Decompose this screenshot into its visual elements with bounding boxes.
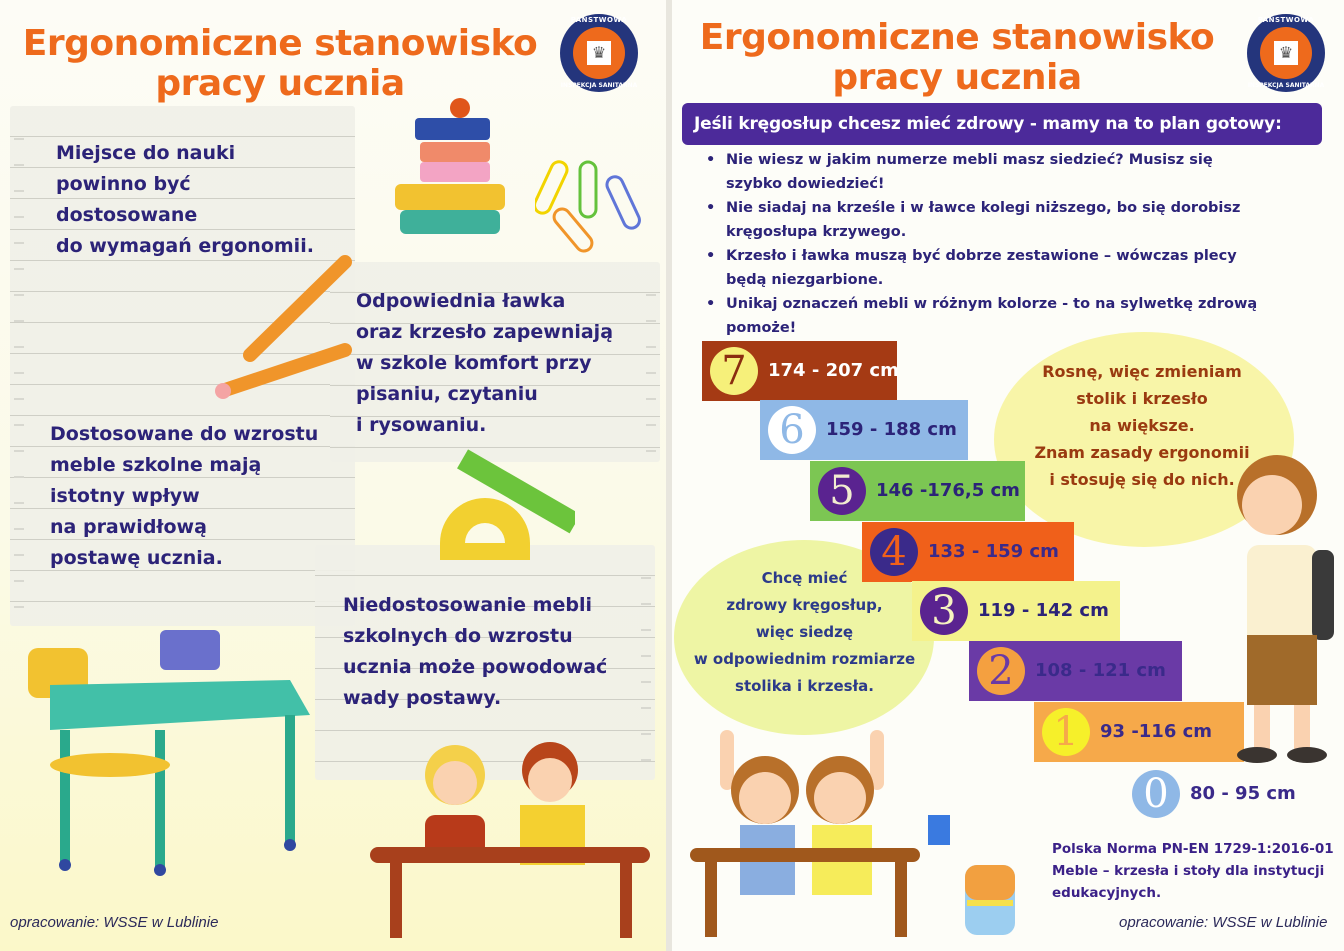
size-step-2 — [969, 641, 1182, 701]
size-number-badge: 6 — [768, 406, 816, 454]
left-page — [0, 0, 666, 951]
size-number-badge: 2 — [977, 647, 1025, 695]
eagle-emblem-icon: ♛ — [1278, 43, 1294, 62]
tip-item: • Nie wiesz w jakim numerze mebli masz siedzieć? Musisz się szybko dowiedzieć! — [704, 148, 1324, 196]
eagle-emblem-icon: ♛ — [591, 43, 607, 62]
size-number-badge: 5 — [818, 467, 866, 515]
badge-bottom-text: INSPEKCJA SANITARNA — [1247, 82, 1325, 89]
paper-clips-icon — [535, 150, 650, 260]
left-credit: opracowanie: WSSE w Lublinie — [10, 914, 219, 931]
norm-reference: Polska Norma PN-EN 1729-1:2016-01 Meble – krzesła i stoły dla instytucji edukacyjnych. — [1052, 841, 1334, 901]
size-step-5 — [810, 461, 1025, 521]
size-step-7 — [702, 341, 897, 401]
bullet-icon: • — [706, 296, 716, 312]
tip-item: • Nie siadaj na krześle i w ławce kolegi niższego, bo się dorobisz kręgosłupa krzywego. — [704, 196, 1324, 244]
note-posture-defects: Niedostosowanie mebli szkolnych do wzrostu ucznia może powodować wady postawy. — [343, 594, 608, 709]
note-height-adjusted: Dostosowane do wzrostu meble szkolne mają istotny wpływ na prawidłową postawę ucznia. — [50, 423, 319, 569]
size-step-4 — [862, 522, 1074, 582]
height-range: 119 - 142 cm — [978, 600, 1109, 621]
height-range: 93 -116 cm — [1100, 721, 1213, 742]
standing-boy-icon — [1202, 450, 1344, 770]
tips-list — [704, 148, 1324, 340]
ruler-protractor-icon — [435, 448, 575, 568]
height-range: 80 - 95 cm — [1190, 783, 1296, 804]
sanitary-inspection-badge-right — [1247, 14, 1325, 92]
badge-top-text: PAŃSTWOWA — [1257, 16, 1315, 24]
tip-item: • Krzesło i ławka muszą być dobrze zestawione – wówczas plecy będą niezgarbione. — [704, 244, 1324, 292]
size-step-0 — [1124, 764, 1324, 824]
desk-chair-icon — [20, 620, 320, 880]
children-reading-icon — [370, 725, 650, 940]
size-number-badge: 7 — [710, 347, 758, 395]
left-title-line1: Ergonomiczne stanowisko — [22, 23, 538, 64]
height-range: 159 - 188 cm — [826, 419, 957, 440]
height-range: 133 - 159 cm — [928, 541, 1059, 562]
right-title — [672, 18, 1242, 98]
note-workspace: Miejsce do nauki powinno być dostosowane do wymagań ergonomii. — [56, 142, 314, 257]
height-range: 108 - 121 cm — [1035, 660, 1166, 681]
height-range: 174 - 207 cm — [768, 360, 899, 381]
size-number-badge: 4 — [870, 528, 918, 576]
badge-bottom-text: INSPEKCJA SANITARNA — [560, 82, 638, 89]
right-title-line1: Ergonomiczne stanowisko — [699, 17, 1215, 58]
backpack-icon — [957, 850, 1037, 940]
size-number-badge: 0 — [1132, 770, 1180, 818]
plan-banner: Jeśli kręgosłup chcesz mieć zdrowy - mamy na to plan gotowy: — [682, 103, 1322, 145]
kids-speech-text: Chcę mieć zdrowy kręgosłup, więc siedzę w odpowiednim rozmiarze stolika i krzesła. — [693, 569, 916, 695]
bullet-icon: • — [706, 152, 716, 168]
right-credit: opracowanie: WSSE w Lublinie — [1119, 914, 1328, 931]
note-desk-chair-comfort: Odpowiednia ławka oraz krzesło zapewniają w szkole komfort przy pisaniu, czytaniu i rysowaniu. — [356, 290, 614, 436]
bullet-icon: • — [706, 248, 716, 264]
size-step-3 — [912, 581, 1120, 641]
size-number-badge: 1 — [1042, 708, 1090, 756]
badge-top-text: PAŃSTWOWA — [570, 16, 628, 24]
tip-item: • Unikaj oznaczeń mebli w różnym kolorze - to na sylwetkę zdrową pomoże! — [704, 292, 1324, 340]
size-number-badge: 3 — [920, 587, 968, 635]
size-step-6 — [760, 400, 968, 460]
right-title-line2: pracy ucznia — [832, 57, 1082, 98]
boy-speech-text: Rosnę, więc zmieniam stolik i krzesło na większe. Znam zasady ergonomii i stosuję się do nich. — [1034, 362, 1250, 489]
children-raising-hands-icon — [690, 720, 960, 940]
right-page — [672, 0, 1344, 951]
pencils-icon — [195, 250, 355, 410]
left-title-line2: pracy ucznia — [155, 63, 405, 104]
height-range: 146 -176,5 cm — [876, 480, 1020, 501]
sanitary-inspection-badge — [560, 14, 638, 92]
bullet-icon: • — [706, 200, 716, 216]
book-stack-icon — [385, 90, 525, 240]
